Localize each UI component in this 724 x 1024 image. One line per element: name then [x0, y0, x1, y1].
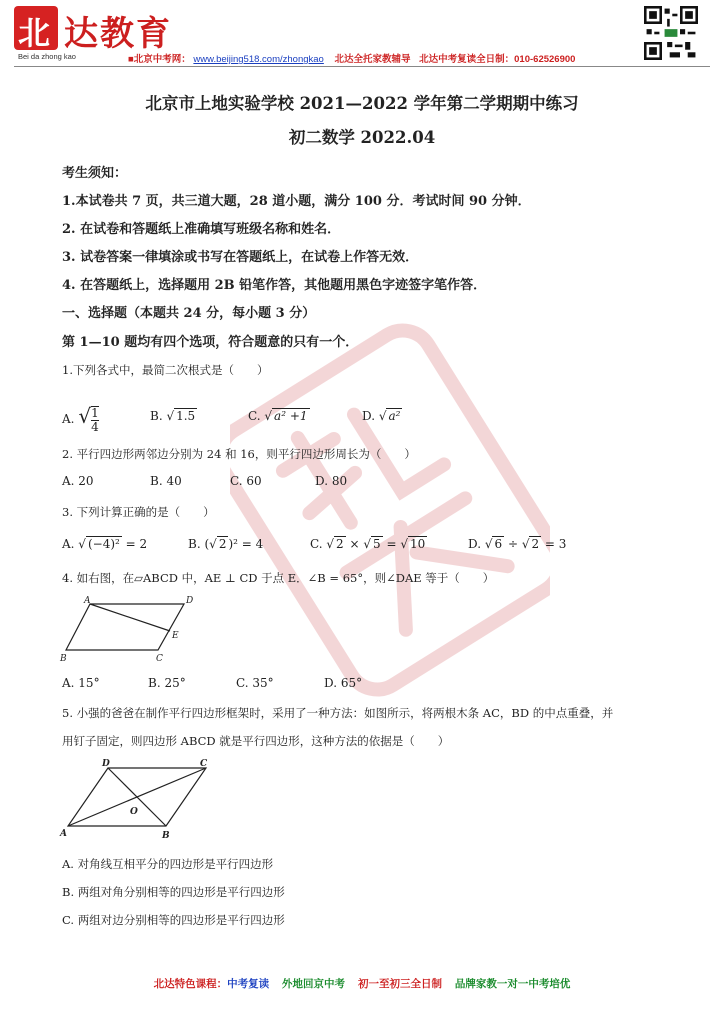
q5-parallelogram-figure: [58, 756, 218, 842]
footer-part-4: 初一至初三全日制: [357, 978, 442, 990]
footer-part-2: 中考复读: [227, 978, 270, 990]
header-url-link[interactable]: www.beijing518.com/zhongkao: [193, 54, 324, 65]
q4-stem: 4. 如右图，在▱ABCD 中，AE ⊥ CD 于点 E．∠B = 65°，则∠DAE 等于（ ）: [62, 571, 495, 585]
q4-option-a: A. 15°: [62, 676, 100, 690]
q1-b-radicand: 1.5: [176, 409, 196, 423]
header-line: [128, 51, 575, 65]
q3-c-eq: =: [382, 537, 401, 551]
q4-parallelogram-figure: [58, 594, 198, 666]
q1-c-radicand: a² +1: [274, 409, 308, 423]
q1-stem: 1.下列各式中，最简二次根式是（ ）: [62, 363, 269, 377]
q3-a-rest: = 2: [121, 537, 148, 551]
q1-option-b: B. √ 1.5: [150, 409, 196, 423]
q3-d-rad-2: 2: [531, 537, 540, 551]
q1-a-den: 4: [91, 419, 99, 434]
watermark-seal-icon: [230, 300, 550, 720]
notice-item-1: 1.本试卷共 7 页，共三道大题，28 道小题，满分 100 分．考试时间 90 分钟．: [62, 194, 531, 209]
q4-label-c: C: [156, 654, 163, 664]
q3-b-radicand: 2: [218, 537, 227, 551]
logo-text: 达教育: [64, 14, 172, 54]
q5-label-o: O: [130, 807, 138, 817]
q1-d-label: D.: [362, 409, 376, 423]
q4-label-a: A: [84, 596, 91, 606]
footer-part-5: 品牌家教一对一中考培优: [454, 978, 571, 990]
q4-option-d: D. 65°: [324, 676, 363, 690]
q3-c-rad-3: 10: [410, 537, 426, 551]
q3-option-a: A. √ (−4)² = 2: [62, 537, 148, 551]
q3-option-b: B. (√ 2 )² = 4: [188, 537, 264, 551]
q3-option-d: D. √ 6 ÷ √ 2 = 3: [468, 537, 567, 551]
header-prefix: ■北京中考网：: [128, 54, 191, 65]
q1-b-label: B.: [150, 409, 163, 423]
q1-a-num: 1: [91, 405, 99, 420]
q1-option-c: C. √ a² +1: [248, 409, 308, 423]
footer-part-3: 外地回京中考: [282, 978, 346, 990]
q3-b-open: (: [204, 537, 210, 551]
q3-c-times: ×: [345, 537, 364, 551]
q2-option-a: A. 20: [62, 474, 94, 488]
q1-d-radicand: a²: [388, 409, 401, 423]
notice-heading: 考生须知：: [62, 166, 128, 181]
header-divider: [14, 66, 710, 67]
q5-label-d: D: [102, 759, 110, 769]
q3-c-label: C.: [310, 537, 323, 551]
q1-option-a: A. √ $\frac{1}{4}$: [62, 404, 99, 434]
q3-option-c: C. √ 2 × √ 5 = √ 10: [310, 537, 426, 551]
q5-stem-line-2: 用钉子固定，则四边形 ABCD 就是平行四边形，这种方法的依据是（ ）: [62, 734, 450, 748]
q3-c-rad-2: 5: [373, 537, 381, 551]
q3-d-label: D.: [468, 537, 482, 551]
notice-item-2: 2. 在试卷和答题纸上准确填写班级名称和姓名．: [62, 222, 341, 237]
q3-d-rad-1: 6: [494, 537, 503, 551]
q3-stem: 3. 下列计算正确的是（ ）: [62, 505, 215, 519]
q5-stem-line-1: 5. 小强的爸爸在制作平行四边形框架时，采用了一种方法：如图所示，将两根木条 AC，BD 的中点重叠，并: [62, 706, 614, 720]
q5-option-a: A. 对角线互相平分的四边形是平行四边形: [62, 857, 274, 871]
notice-item-3: 3. 试卷答案一律填涂或书写在答题纸上，在试卷上作答无效．: [62, 250, 419, 265]
q1-a-label: A.: [62, 412, 75, 426]
logo-subtitle: Bei da zhong kao: [18, 52, 76, 61]
q1-c-label: C.: [248, 409, 261, 423]
q1-options: [62, 394, 702, 438]
q3-a-radicand: (−4)²: [87, 537, 120, 551]
header-slogan-1: 北达全托家教辅导: [334, 54, 411, 65]
q2-option-d: D. 80: [315, 474, 348, 488]
q5-option-b: B. 两组对角分别相等的四边形是平行四边形: [62, 885, 285, 899]
q2-stem: 2. 平行四边形两邻边分别为 24 和 16，则平行四边形周长为（ ）: [62, 447, 416, 461]
q3-d-eq: = 3: [541, 537, 567, 551]
page-subtitle: 初二数学 2022.04: [288, 128, 436, 147]
q5-label-c: C: [200, 759, 208, 769]
q4-option-c: C. 35°: [236, 676, 274, 690]
footer-banner: [0, 976, 724, 991]
q2-option-c: C. 60: [230, 474, 262, 488]
q3-a-label: A.: [62, 537, 75, 551]
q3-d-divide: ÷: [504, 537, 522, 551]
q5-label-a: A: [60, 829, 67, 839]
footer-part-1: 北达特色课程：: [153, 978, 228, 990]
notice-item-4: 4. 在答题纸上，选择题用 2B 铅笔作答，其他题用黑色字迹签字笔作答．: [62, 278, 487, 293]
q4-option-b: B. 25°: [148, 676, 186, 690]
qr-code-icon: [644, 6, 698, 60]
q1-option-d: D. √ a²: [362, 409, 401, 423]
q3-b-label: B.: [188, 537, 201, 551]
q4-label-d: D: [186, 596, 194, 606]
page-title: 北京市上地实验学校 2021—2022 学年第二学期期中练习: [145, 94, 579, 113]
logo-mark: [14, 6, 58, 50]
q3-b-close: )² = 4: [228, 537, 264, 551]
q3-c-rad-1: 2: [336, 537, 344, 551]
q4-label-b: B: [60, 654, 67, 664]
section-instruction: 第 1—10 题均有四个选项，符合题意的只有一个．: [62, 335, 359, 350]
q4-label-e: E: [172, 631, 179, 641]
logo-char: 北: [18, 14, 51, 52]
q5-option-c: C. 两组对边分别相等的四边形是平行四边形: [62, 913, 285, 927]
q5-label-b: B: [162, 831, 170, 841]
q2-option-b: B. 40: [150, 474, 182, 488]
header-slogan-2: 北达中考复读全日制：010-62526900: [419, 54, 576, 65]
section-heading: 一、选择题（本题共 24 分，每小题 3 分）: [62, 306, 316, 321]
